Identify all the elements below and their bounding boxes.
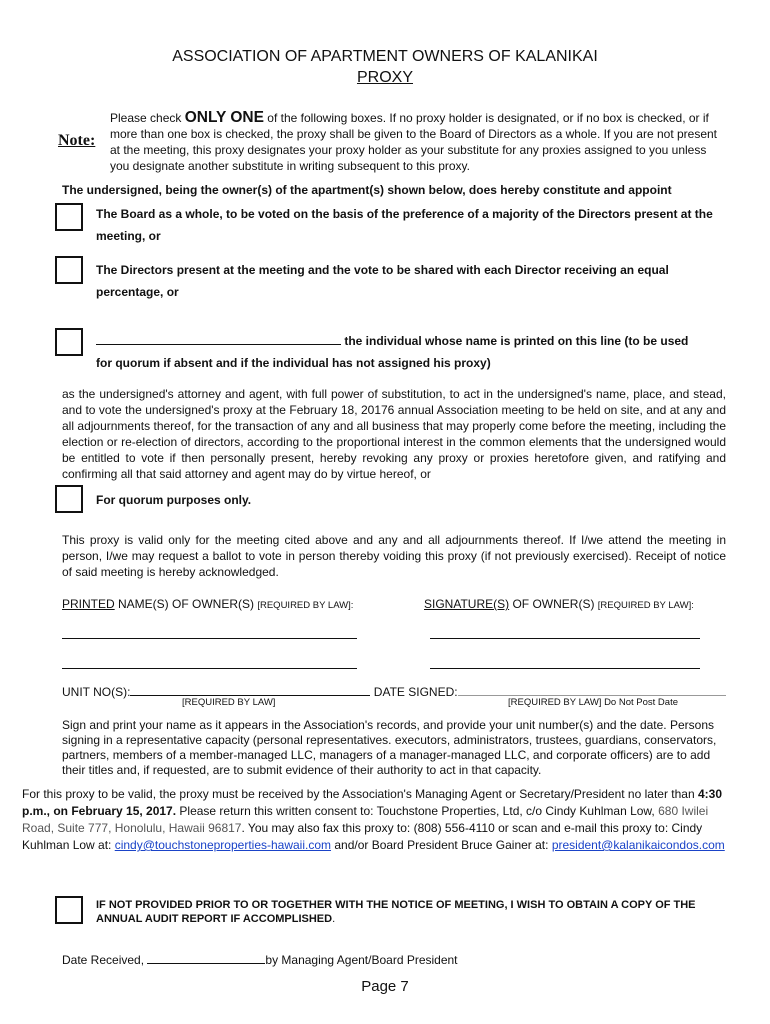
option-individual-line1 — [96, 330, 688, 352]
note-text-after: of the following boxes. If no proxy holder is designated, or if no box is checked, or if more than one box is checked, the proxy shall be given to the Board of Directors as a whole. If you are not present at the meeting, this proxy designates your proxy holder as your substitute for any proxies assigned to you unless you designate another substitute in writing subsequent to this proxy. — [110, 111, 718, 173]
date-received-row — [62, 951, 458, 967]
page-number: Page 7 — [361, 978, 409, 995]
signature-line-2[interactable] — [430, 668, 700, 669]
form-title: ASSOCIATION OF APARTMENT OWNERS OF KALANIKAI — [172, 48, 598, 65]
note-label: Note: — [58, 132, 96, 149]
printed-required: [REQUIRED BY LAW]: — [257, 600, 354, 611]
date-received-label: Date Received, — [62, 953, 148, 967]
unit-label: UNIT NO(S): — [62, 685, 131, 699]
checkbox-quorum[interactable] — [55, 485, 83, 513]
date-signed-line[interactable] — [458, 683, 726, 696]
date-received-line[interactable] — [147, 951, 265, 964]
option-directors-text: The Directors present at the meeting and the vote to be shared with each Director receiving an equal percentage, or — [96, 263, 669, 299]
signature-line-1[interactable] — [430, 638, 700, 639]
option-quorum-text: For quorum purposes only. — [96, 493, 252, 507]
printed-name-line-1[interactable] — [62, 638, 357, 639]
checkbox-audit[interactable] — [55, 896, 83, 924]
appoint-intro: The undersigned, being the owner(s) of the apartment(s) shown below, does hereby constitute and appoint — [62, 183, 672, 197]
audit-period: . — [332, 913, 336, 925]
printed-names-header — [62, 597, 353, 611]
printed-rest: NAME(S) OF OWNER(S) — [114, 597, 258, 611]
deadline-paragraph — [22, 786, 732, 854]
sign-instructions: Sign and print your name as it appears in the Association's records, and provide your unit number(s) and the date. Persons signing in a representative capacity (personal representatives. executors, administrators, trustees, guardians, conservators, partners, members of a member-managed LLC, managers of a manager-managed LLC, and corporate officers) are to add their titles and, if requested, are to submit evidence of their authority to act in that capacity. — [62, 718, 717, 777]
checkbox-directors[interactable] — [55, 256, 83, 284]
date-required-note: [REQUIRED BY LAW] Do Not Post Date — [508, 697, 678, 708]
signature-required: [REQUIRED BY LAW]: — [597, 600, 694, 611]
deadline-text-3: . You may also fax this proxy to: (808) 556-4110 or scan and e-mail this proxy to: Cindy Kuhlman Low at: — [22, 821, 703, 852]
validity-paragraph: This proxy is valid only for the meeting cited above and any and all adjournments thereof. If I/we attend the meeting in person, I/we may request a ballot to vote in person thereby voiding this proxy (if not previously exercised). Receipt of notice of said meeting is hereby acknowledged. — [62, 533, 726, 579]
option-individual-line2: for quorum if absent and if the individual has not assigned his proxy) — [96, 356, 491, 370]
signature-underlined: SIGNATURE(S) — [424, 597, 510, 611]
deadline-time: 4:30 p.m., on February 15, 2017. — [22, 787, 723, 818]
signature-rest: OF OWNER(S) — [509, 597, 598, 611]
unit-number-line[interactable] — [130, 683, 370, 696]
signatures-header — [424, 597, 694, 611]
unit-required-note: [REQUIRED BY LAW] — [182, 697, 276, 708]
note-emphasis: ONLY ONE — [184, 109, 264, 126]
note-text-before: Please check — [110, 111, 185, 125]
email-link-president[interactable]: president@kalanikaicondos.com — [551, 838, 725, 852]
deadline-text-1: For this proxy to be valid, the proxy must be received by the Association's Managing Agent or Secretary/President no later than — [22, 787, 698, 801]
mailing-address: 680 Iwilei Road, Suite 777, Honolulu, Hawaii 96817 — [22, 804, 709, 835]
printed-underlined: PRINTED — [62, 597, 115, 611]
printed-name-line-2[interactable] — [62, 668, 357, 669]
checkbox-board[interactable] — [55, 203, 83, 231]
note-text — [110, 110, 728, 174]
option-individual-text1: the individual whose name is printed on this line (to be used — [341, 334, 689, 348]
option-board-text: The Board as a whole, to be voted on the basis of the preference of a majority of the Directors present at the meeting, or — [96, 207, 713, 243]
proxy-holder-name-line[interactable] — [96, 332, 341, 345]
date-signed-label: DATE SIGNED: — [370, 685, 458, 699]
attorney-paragraph: as the undersigned's attorney and agent, with full power of substitution, to act in the undersigned's name, place, and stead, and to vote the undersigned's proxy at the February 18, 20176 annual Association meeting to be held on site, and at any and all adjournments thereof, for the transaction of any and all business that may properly come before the meeting, including the election or re-election of directors, according to the proportional interest in the common elements that the undersigned would be entitled to vote if then personally present, hereby revoking any proxy or proxies heretofore given, and ratifying and confirming all that said attorney and agent may do by virtue hereof, or — [62, 387, 726, 481]
audit-request-text — [96, 898, 728, 926]
audit-text: IF NOT PROVIDED PRIOR TO OR TOGETHER WITH THE NOTICE OF MEETING, I WISH TO OBTAIN A COPY OF THE ANNUAL AUDIT REPORT IF ACCOMPLISHED — [96, 899, 696, 925]
checkbox-individual[interactable] — [55, 328, 83, 356]
email-link-cindy[interactable]: cindy@touchstoneproperties-hawaii.com — [114, 838, 332, 852]
deadline-text-4: and/or Board President Bruce Gainer at: — [331, 838, 552, 852]
form-subtitle: PROXY — [356, 69, 413, 86]
received-by-text: by Managing Agent/Board President — [265, 953, 458, 967]
deadline-text-2: Please return this written consent to: Touchstone Properties, Ltd, c/o Cindy Kuhlman Low, — [176, 804, 659, 818]
